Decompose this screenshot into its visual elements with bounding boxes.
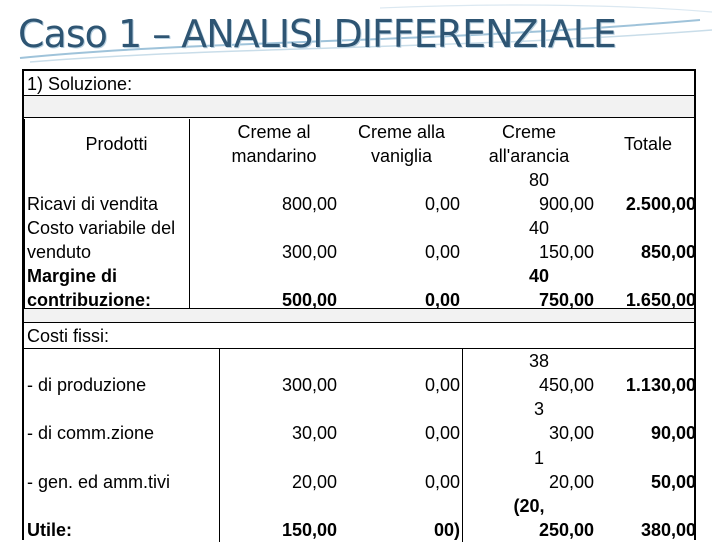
value-cell: 00) [433,520,460,540]
value-cell: 0,00 [424,375,460,395]
total-cell: 1.130,00 [625,375,696,395]
label-costo-variabile: venduto [27,242,92,262]
value-cell: 500,00 [281,290,337,310]
label-costo-variabile: Costo variabile del [27,218,176,238]
header-line: mandarino [231,146,317,166]
value-cell: 800,00 [281,194,337,214]
header-line: Creme [501,122,556,142]
value-cell: 300,00 [281,242,337,262]
header-creme-vaniglia [324,120,479,168]
table-rule [24,117,694,118]
analysis-table [22,69,696,540]
total-cell: 850,00 [640,242,696,262]
label-utile: Utile: [27,520,72,540]
header-prodotti: Prodotti [85,134,148,154]
value-cell: 40 [528,218,550,238]
label-produzione: - di produzione [27,375,147,395]
label-margine: contribuzione: [27,290,151,310]
value-cell: 450,00 [538,375,594,395]
header-line: Creme alla [357,122,446,142]
value-cell: 30,00 [291,423,337,443]
header-line: all'arancia [488,146,570,166]
value-cell: 300,00 [281,375,337,395]
total-cell: 380,00 [640,520,696,540]
value-cell: 750,00 [538,290,594,310]
table-rule [24,348,694,349]
header-creme-arancia [469,120,589,168]
value-cell: 150,00 [281,520,337,540]
section-label: 1) Soluzione: [27,74,133,94]
label-generali: - gen. ed amm.tivi [27,472,171,492]
value-cell: 0,00 [424,194,460,214]
table-rule [24,322,694,323]
label-commerciali: - di comm.zione [27,423,155,443]
value-cell: 0,00 [424,423,460,443]
value-cell: 150,00 [538,242,594,262]
label-margine: Margine di [27,266,118,286]
value-cell: 80 [528,170,550,190]
row-labels-block [27,192,175,312]
value-cell: 3 [533,399,544,419]
total-cell: 2.500,00 [625,194,696,214]
value-cell: 20,00 [291,472,337,492]
total-cell: 50,00 [650,472,696,492]
label-costi-fissi: Costi fissi: [27,326,110,346]
value-cell: 40 [528,266,550,286]
value-cell: 0,00 [424,472,460,492]
header-line: vaniglia [370,146,433,166]
value-cell: 900,00 [538,194,594,214]
table-spacer [24,95,694,117]
value-cell: 1 [533,448,544,468]
value-cell: 0,00 [424,242,460,262]
value-cell: 30,00 [548,423,594,443]
table-rule [462,349,463,542]
value-cell: 250,00 [538,520,594,540]
slide-title: Caso 1 – ANALISI DIFFERENZIALE [18,12,616,56]
value-cell: 20,00 [548,472,594,492]
label-ricavi: Ricavi di vendita [27,194,159,214]
value-cell: 38 [528,351,550,371]
header-totale: Totale [623,134,673,154]
total-cell: 90,00 [650,423,696,443]
total-cell: 1.650,00 [625,290,696,310]
header-line: Creme al [237,122,311,142]
value-cell: 0,00 [424,290,460,310]
value-cell: (20, [513,496,545,516]
